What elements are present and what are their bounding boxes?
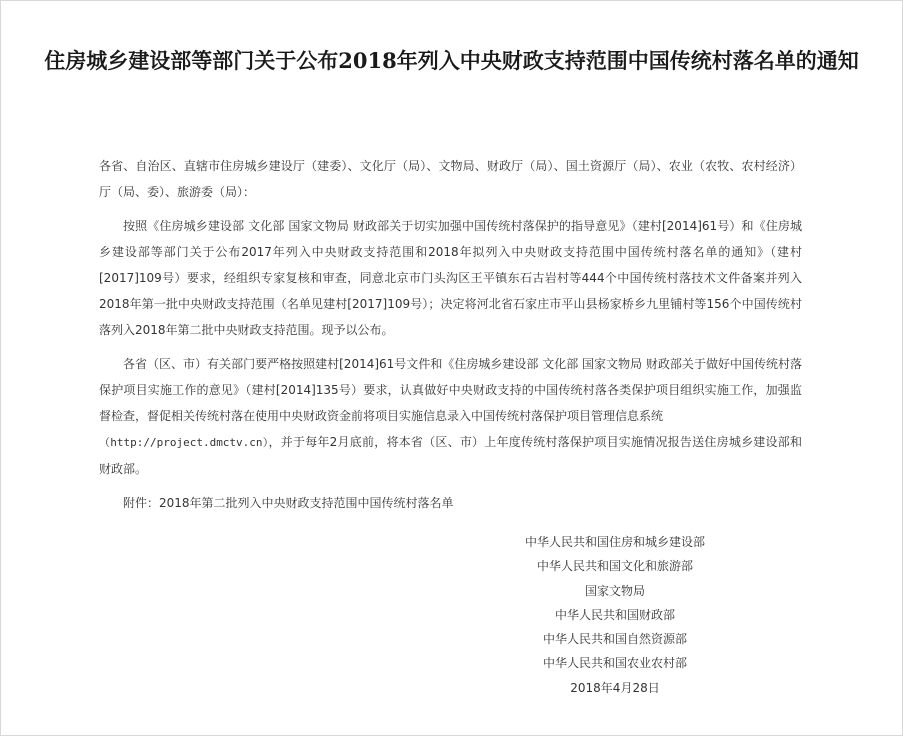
paragraph-2: [99, 351, 802, 482]
signatory-agriculture: 中华人民共和国农业农村部: [542, 656, 687, 671]
attachment-note: 附件：2018年第二批列入中央财政支持范围中国传统村落名单: [123, 496, 454, 510]
signature-block: [500, 530, 730, 700]
addressee: 各省、自治区、直辖市住房城乡建设厅（建委）、文化厅（局）、文物局、财政厅（局）、国土资源厅（局）、农业（农牧、农村经济）厅（局、委）、旅游委（局）：: [99, 159, 802, 199]
signatory-housing: 中华人民共和国住房和城乡建设部: [524, 535, 705, 549]
paragraph-2-text: 各省（区、市）有关部门要严格按照建村[2014]61号文件和《住房城乡建设部 文化部 国家文物局 财政部关于做好中国传统村落保护项目实施工作的意见》（建村[2014]135号）要求，认真做好中央财政支持的中国传统村落各类保护项目组织实施工作，加强监督检查，督促相关传统村落在使用中央财政资金前将项目实施信息录入中国传统村落保护项目管理信息系统: [99, 357, 802, 423]
signatory-cultural-heritage: 国家文物局: [584, 583, 645, 598]
paragraph-1: 按照《住房城乡建设部 文化部 国家文物局 财政部关于切实加强中国传统村落保护的指导意见》（建村[2014]61号）和《住房城乡建设部等部门关于公布2017年列入中央财政支持范围和2018年拟列入中央财政支持范围中国传统村落名单的通知》（建村[2017]109号）要求，经组织专家复核和审查，同意北京市门头沟区王平镇东石古岩村等444个中国传统村落技术文件备案并列入2018年第一批中央财政支持范围（名单见建村[2017]109号）；决定将河北省石家庄市平山县杨家桥乡九里铺村等156个中国传统村落列入2018年第二批中央财政支持范围。现予以公布。: [99, 219, 802, 337]
document-body: [99, 153, 802, 516]
signatory-culture-tourism: 中华人民共和国文化和旅游部: [536, 559, 693, 574]
issue-date: 2018年4月28日: [570, 680, 660, 695]
signatory-natural-resources: 中华人民共和国自然资源部: [542, 632, 687, 647]
paragraph-2-tail: ，并于每年2月底前，将本省（区、市）上年度传统村落保护项目实施情况报告送住房城乡建设部和财政部。: [99, 435, 802, 476]
document-title: 住房城乡建设部等部门关于公布2018年列入中央财政支持范围中国传统村落名单的通知: [44, 48, 859, 74]
signatory-finance: 中华人民共和国财政部: [554, 607, 675, 622]
system-url: （http://project.dmctv.cn）: [99, 436, 269, 449]
